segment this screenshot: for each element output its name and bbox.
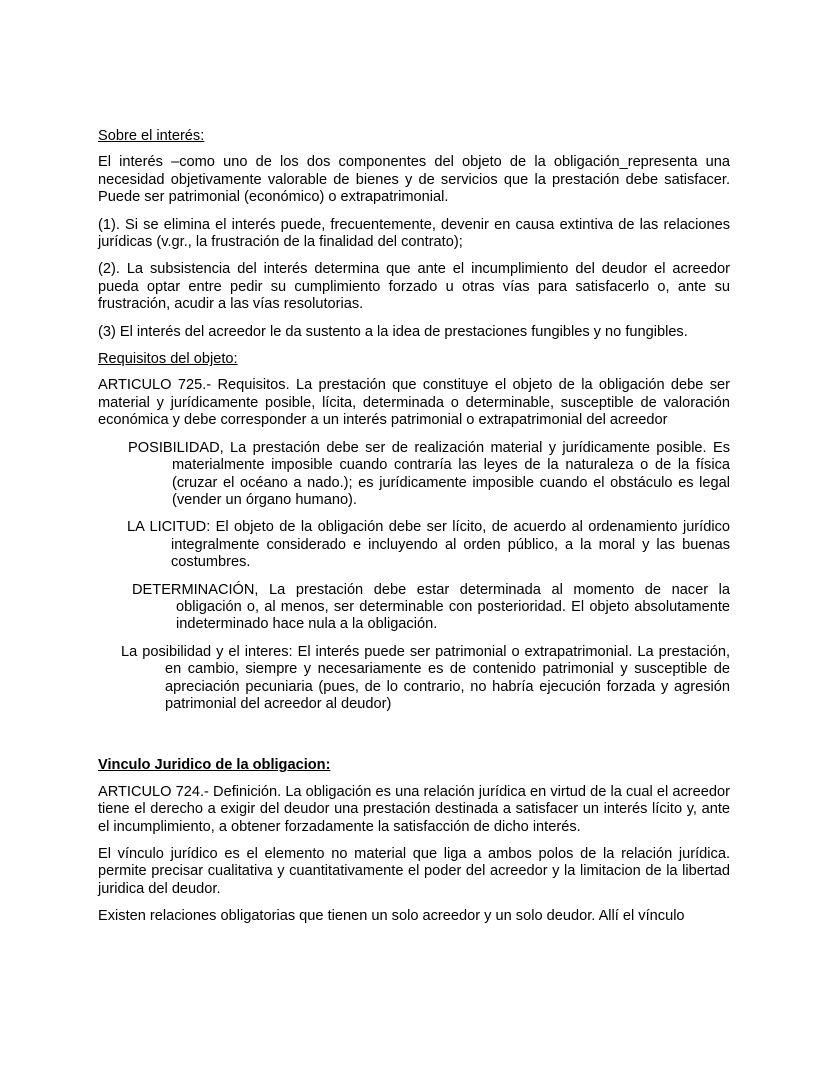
heading-interes: Sobre el interés:: [98, 128, 205, 144]
paragraph-articulo-724: ARTICULO 724.- Definición. La obligación es una relación jurídica en virtud de la cual el acreedor tiene el derecho a exigir del deudor una prestación destinada a satisfacer un interés lícito y, ante el incumplimiento, a obtener forzadamente la satisfacción de dicho interés.: [98, 783, 730, 835]
paragraph-articulo-725: ARTICULO 725.- Requisitos. La prestación que constituye el objeto de la obligación debe ser material y jurídicamente posible, lícita, determinada o determinable, susceptible de valoración económica y debe corresponder a un interés patrimonial o extrapatrimonial del acreedor: [98, 377, 730, 429]
list-item-posibilidad-interes: La posibilidad y el interes: El interés puede ser patrimonial o extrapatrimonial. La prestación, en cambio, siempre y necesariamente es de contenido patrimonial y susceptible de apreciación pecuniaria (pues, de lo contrario, no habría ejecución forzada y agresión patrimonial del acreedor al deudor): [121, 643, 730, 712]
heading-vinculo: Vinculo Juridico de la obligacion:: [98, 757, 331, 774]
list-item-posibilidad: POSIBILIDAD, La prestación debe ser de realización material y jurídicamente posible. Es materialmente imposible cuando contraría las leyes de la naturaleza o de la física (cruzar el océano a nado.); es jurídicamente imposible cuando el obstáculo es legal (vender un órgano humano).: [128, 439, 730, 508]
paragraph-interes-2: (2). La subsistencia del interés determina que ante el incumplimiento del deudor el acreedor pueda optar entre pedir su cumplimiento forzado u otras vías para satisfacerlo o, ante su frustración, acudir a las vías resolutorias.: [98, 261, 730, 313]
paragraph-interes-1: (1). Si se elimina el interés puede, frecuentemente, devenir en causa extintiva de las relaciones jurídicas (v.gr., la frustración de la finalidad del contrato);: [98, 216, 730, 251]
list-item-licitud: LA LICITUD: El objeto de la obligación debe ser lícito, de acuerdo al ordenamiento jurídico integralmente considerado e incluyendo al orden público, a la moral y las buenas costumbres.: [127, 519, 730, 571]
list-item-determinacion: DETERMINACIÓN, La prestación debe estar determinada al momento de nacer la obligación o, al menos, ser determinable con posterioridad. El objeto absolutamente indeterminado hace nula a la obligación.: [132, 581, 730, 633]
paragraph-vinculo-relaciones: Existen relaciones obligatorias que tienen un solo acreedor y un solo deudor. Allí el vínculo: [98, 908, 685, 925]
paragraph-interes-definicion: El interés –como uno de los dos componentes del objeto de la obligación_representa una necesidad objetivamente valorable de bienes y de servicios que la prestación debe satisfacer. Puede ser patrimonial (económico) o extrapatrimonial.: [98, 154, 730, 206]
heading-requisitos: Requisitos del objeto:: [98, 351, 238, 368]
paragraph-vinculo-definicion: El vínculo jurídico es el elemento no material que liga a ambos polos de la relación jurídica. permite precisar cualitativa y cuantitativamente el poder del acreedor y la limitacion de la libertad juridica del deudor.: [98, 846, 730, 897]
paragraph-interes-3: (3) El interés del acreedor le da sustento a la idea de prestaciones fungibles y no fungibles.: [98, 323, 688, 340]
